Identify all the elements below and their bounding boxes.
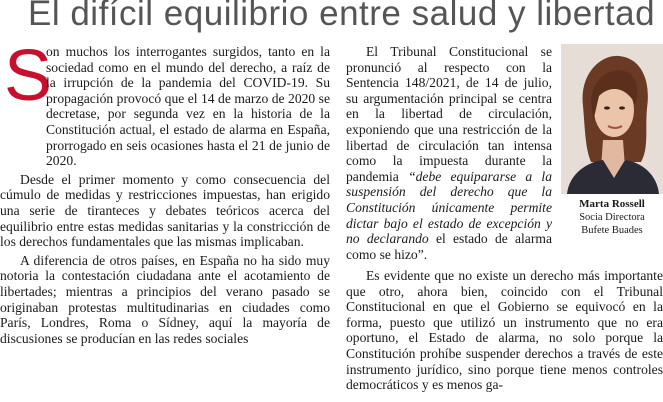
article-column-1 <box>0 36 330 349</box>
paragraph-2: Desde el primer momento y como consecuencia del cúmulo de medidas y restricciones impuestas, han erigido una serie de tiranteces y debates teóricos acerca del equilibrio entre estas medidas sanitarias y la constricción de los derechos fundamentales que las mismas implicaban. <box>0 171 330 250</box>
paragraph-4-tail: el estado de alarma como se hizo”. <box>346 231 552 262</box>
author-photo <box>561 44 663 194</box>
court-quote: “debe equipararse a la suspensión del derecho que la Constitución únicamente permite dictar bajo el estado de excepción y no declarando <box>346 168 552 247</box>
article-column-2 <box>346 44 552 265</box>
paragraph-5: Es evidente que no existe un derecho más importante que otro, ahora bien, coincido con el Tribunal Constitucional en que el Gobierno se equivocó en la forma, puesto que utilizó un instrumento que no era oportuno, el Estado de alarma, no solo porque la Constitución prohíbe suspender derechos a través de este instrumento jurídico, sino porque tiene menos controles democráticos y es menos ga- <box>346 268 663 393</box>
author-caption <box>561 198 663 237</box>
article-headline: El difícil equilibrio entre salud y libertad <box>28 0 656 33</box>
author-firm: Bufete Buades <box>581 225 643 236</box>
author-role: Socia Directora <box>579 212 645 223</box>
paragraph-4-lead: El Tribunal Constitucional se pronunció al respecto con la Sentencia 148/2021, de 14 de julio, su argumentación principal se centra en la libertad de circulación, exponiendo que una restricción de la libertad de circulación tan intensa como la impuesta durante la pandemia <box>346 44 552 184</box>
paragraph-4 <box>346 44 552 262</box>
paragraph-3: A diferencia de otros países, en España no ha sido muy notoria la contestación ciudadana ante el acotamiento de libertades; mientras a principios del verano pasado se originaban protestas multitudinarias en ciudades como París, Londres, Roma o Sídney, aquí la mayoría de discusiones se producían en las redes sociales <box>0 252 330 346</box>
author-portrait-image <box>561 44 663 194</box>
drop-cap: S <box>4 36 53 116</box>
paragraph-1: on muchos los interrogantes surgidos, tanto en la sociedad como en el mundo del derecho, a raíz de la irrupción de la pandemia del COVID-19. Su propagación provocó que el 14 de marzo de 2020 se decretase, por segunda vez en la historia de la Constitución actual, el estado de alarma en España, prorrogado en seis ocasiones hasta el 21 de junio de 2020. <box>46 44 330 169</box>
article-column-2-continued <box>346 268 663 396</box>
lead-paragraph <box>0 36 330 172</box>
author-name: Marta Rossell <box>579 198 645 210</box>
